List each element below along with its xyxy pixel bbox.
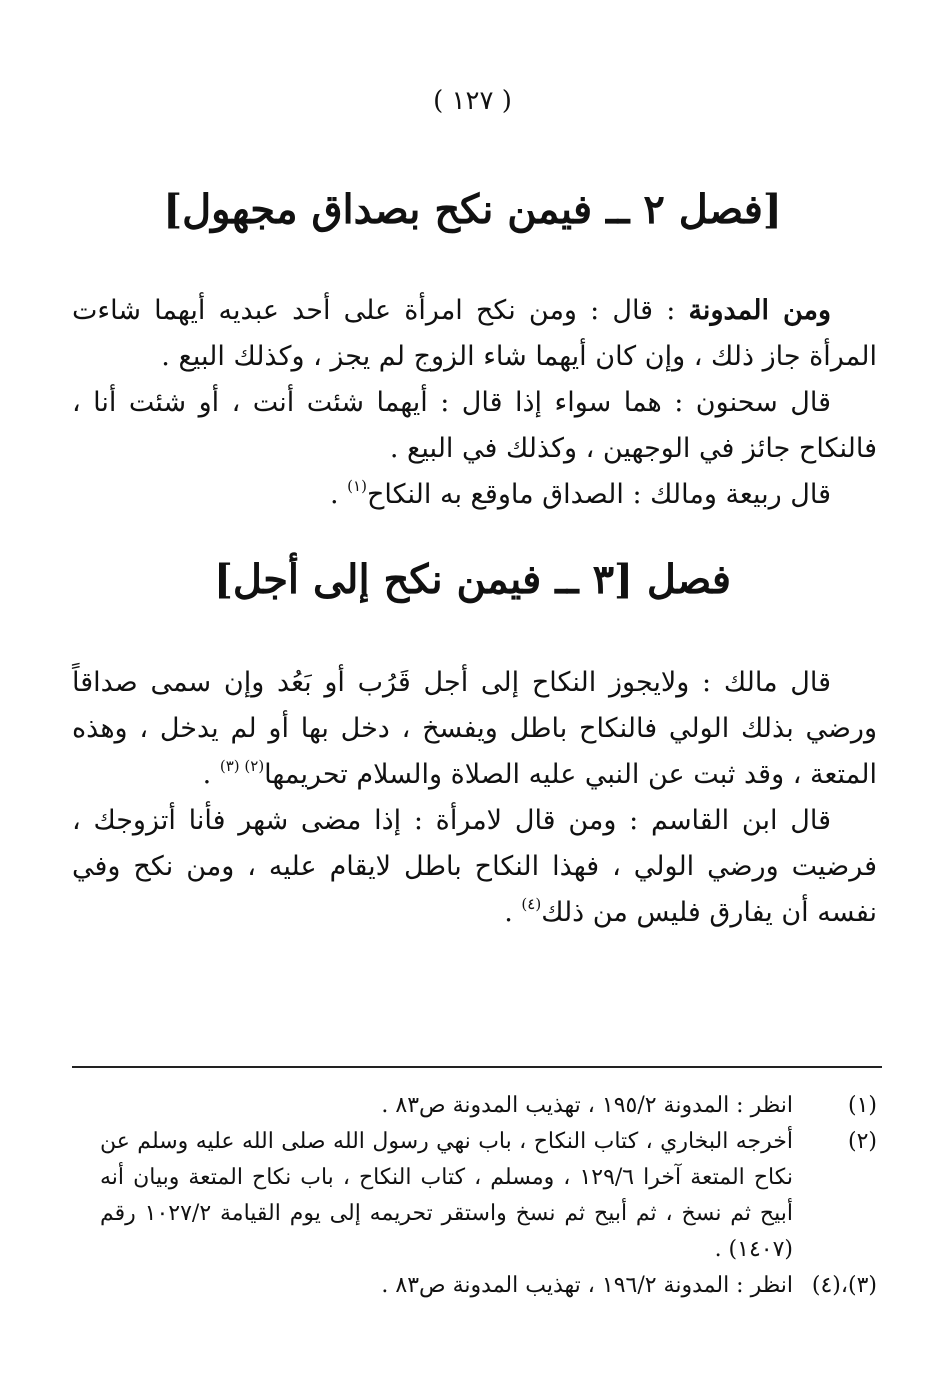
paragraph-lead: ومن المدونة xyxy=(688,295,831,326)
section-3-body xyxy=(72,660,877,936)
paragraph-end: . xyxy=(330,479,348,510)
footnotes xyxy=(100,1088,877,1304)
paragraph-text: قال ابن القاسم : ومن قال لامرأة : إذا مضى شهر فأنا أتزوجك ، فرضيت ورضي الولي ، فهذا النكاح باطل لايقام عليه ، ومن نكح وفي نفسه أن يفارق فليس من ذلك xyxy=(72,805,877,928)
paragraph xyxy=(72,798,877,936)
footnote-number: (٢) xyxy=(847,1129,877,1154)
paragraph xyxy=(72,660,877,798)
footnote-ref[interactable]: (٤) xyxy=(521,895,542,913)
paragraph-text: قال مالك : ولايجوز النكاح إلى أجل قَرُب أو بَعُد وإن سمى صداقاً ورضي بذلك الولي فالنكاح باطل ويفسخ ، دخل بها أو لم يدخل ، وهذه المتعة ، وقد ثبت عن النبي عليه الصلاة والسلام تحريمها xyxy=(72,667,877,790)
footnote-divider xyxy=(72,1066,882,1068)
footnote-number: (١) xyxy=(847,1093,877,1118)
footnote-ref[interactable]: (٢) (٣) xyxy=(219,757,265,775)
paragraph: قال سحنون : هما سواء إذا قال : أيهما شئت أنت ، أو شئت أنا ، فالنكاح جائز في الوجهين ، وكذلك في البيع . xyxy=(72,387,877,464)
footnote xyxy=(100,1088,877,1124)
footnote xyxy=(100,1124,877,1268)
paragraph-text: : قال : ومن نكح امرأة على أحد عبديه أيهما شاءت المرأة جاز ذلك ، وإن كان أيهما شاء الزوج لم يجز ، وكذلك البيع . xyxy=(72,295,877,372)
paragraph xyxy=(72,288,877,380)
footnote-text: انظر : المدونة ١٩٥/٢ ، تهذيب المدونة ص٨٣ . xyxy=(381,1093,793,1118)
section-heading-3: فصل [٣ ــ فيمن نكح إلى أجل] xyxy=(213,556,731,603)
footnote xyxy=(100,1268,877,1304)
paragraph-end: . xyxy=(504,897,522,928)
footnote-text: أخرجه البخاري ، كتاب النكاح ، باب نهي رسول الله صلى الله عليه وسلم عن نكاح المتعة آخرا ١٢٩/٦ ، ومسلم ، كتاب النكاح ، باب نكاح المتعة وبيان أنه أبيح ثم نسخ ، ثم أبيح ثم نسخ واستقر تحريمه إلى يوم القيامة ١٠٢٧/٢ رقم (١٤٠٧) . xyxy=(100,1129,793,1262)
page-number: ( ١٢٧ ) xyxy=(433,86,512,116)
paragraph xyxy=(72,472,877,518)
paragraph-text: قال ربيعة ومالك : الصداق ماوقع به النكاح xyxy=(366,479,831,510)
section-2-body xyxy=(72,288,877,518)
footnote-text: انظر : المدونة ١٩٦/٢ ، تهذيب المدونة ص٨٣ . xyxy=(381,1273,793,1298)
section-heading-2: [فصل ٢ ــ فيمن نكح بصداق مجهول] xyxy=(163,186,782,233)
paragraph-end: . xyxy=(202,759,220,790)
footnote-ref[interactable]: (١) xyxy=(347,477,367,495)
footnote-number: (٣)،(٤) xyxy=(811,1273,877,1298)
